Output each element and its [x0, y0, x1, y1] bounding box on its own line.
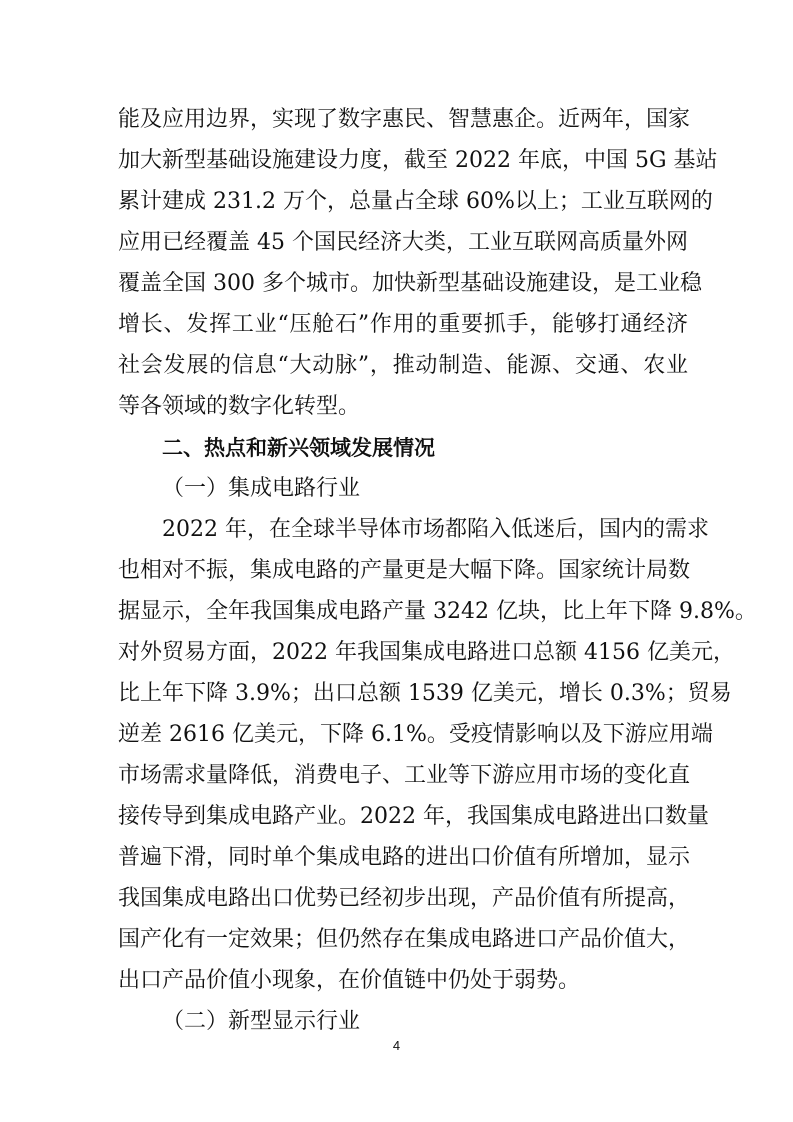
intro-line-8: 等各领域的数字化转型。: [118, 394, 361, 419]
intro-line-6: 增长、发挥工业“压舱石”作用的重要抓手，能够打通经济: [118, 312, 688, 337]
ic-line-6: 逆差 2616 亿美元，下降 6.1%。受疫情影响以及下游应用端: [118, 722, 713, 747]
intro-line-4: 应用已经覆盖 45 个国民经济大类，工业互联网高质量外网: [118, 230, 688, 255]
ic-line-12: 出口产品价值小现象，在价值链中仍处于弱势。: [118, 968, 581, 993]
intro-line-2: 加大新型基础设施建设力度，截至 2022 年底，中国 5G 基站: [118, 148, 718, 173]
section-heading: 二、热点和新兴领域发展情况: [162, 436, 435, 460]
ic-line-10: 我国集成电路出口优势已经初步出现，产品价值有所提高，: [118, 886, 691, 911]
intro-line-1: 能及应用边界，实现了数字惠民、智慧惠企。近两年，国家: [118, 107, 691, 132]
ic-line-2: 也相对不振，集成电路的产量更是大幅下降。国家统计局数: [118, 558, 691, 583]
subsection-heading-display: （二）新型显示行业: [162, 1009, 361, 1034]
ic-line-5: 比上年下降 3.9%；出口总额 1539 亿美元，增长 0.3%；贸易: [118, 681, 732, 706]
ic-line-8: 接传导到集成电路产业。2022 年，我国集成电路进出口数量: [118, 804, 709, 829]
page-number: 4: [392, 1038, 401, 1053]
ic-line-7: 市场需求量降低，消费电子、工业等下游应用市场的变化直: [118, 763, 691, 788]
intro-line-3: 累计建成 231.2 万个，总量占全球 60%以上；工业互联网的: [118, 189, 713, 214]
ic-line-3: 据显示，全年我国集成电路产量 3242 亿块，比上年下降 9.8%。: [118, 599, 757, 624]
subsection-heading-ic: （一）集成电路行业: [162, 476, 361, 501]
ic-line-1: 2022 年，在全球半导体市场都陷入低迷后，国内的需求: [162, 517, 709, 542]
intro-line-7: 社会发展的信息“大动脉”，推动制造、能源、交通、农业: [118, 353, 688, 378]
ic-line-4: 对外贸易方面，2022 年我国集成电路进口总额 4156 亿美元，: [118, 640, 735, 665]
ic-line-11: 国产化有一定效果；但仍然存在集成电路进口产品价值大，: [118, 927, 691, 952]
ic-line-9: 普遍下滑，同时单个集成电路的进出口价值有所增加，显示: [118, 845, 691, 870]
intro-line-5: 覆盖全国 300 多个城市。加快新型基础设施建设，是工业稳: [118, 271, 702, 296]
